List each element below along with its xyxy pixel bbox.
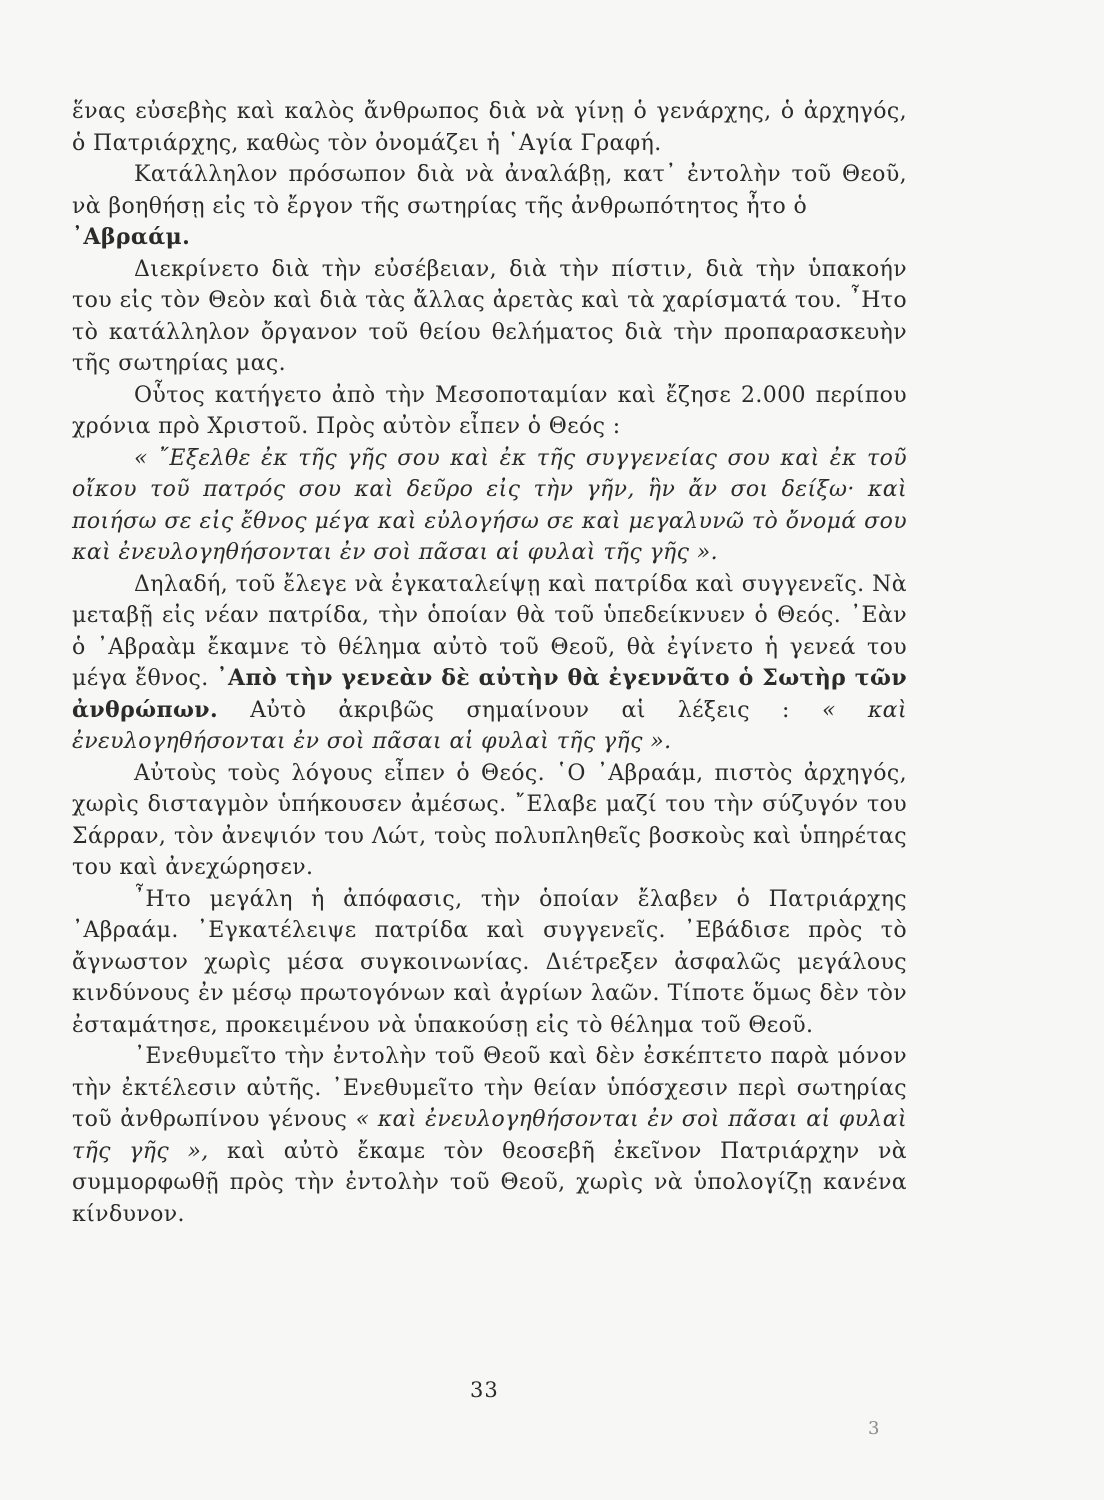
paragraph-8 [72,1041,907,1230]
paragraph-8-quote: « καὶ ἐνευλογηθήσονται ἐν σοὶ πᾶσαι αἱ φυλαὶ τῆς γῆς », [72,1107,907,1164]
paragraph-2 [72,159,907,254]
paragraph-3-text: Διεκρίνετο διὰ τὴν εὐσέβειαν, διὰ τὴν πίστιν, διὰ τὴν ὑπακοήν του εἰς τὸν Θεὸν καὶ διὰ τὰς ἄλλας ἀρετὰς καὶ τὰ χαρίσματά του. ῏Ητο τὸ κατάλληλον ὄργανον τοῦ θείου θελήματος διὰ τὴν προπαρασκευὴν τῆς σωτηρίας μας. [72,256,907,376]
paragraph-1 [72,96,907,159]
abraham-name-bold: ᾽Αβραάμ. [72,224,191,250]
paragraph-5-quote: « καὶ ἐνευλογηθήσονται ἐν σοὶ πᾶσαι αἱ φυλαὶ τῆς γῆς ». [72,697,907,754]
paragraph-7 [72,884,907,1042]
paragraph-4-text: Οὗτος κατήγετο ἀπὸ τὴν Μεσοποταμίαν καὶ ἔζησε 2.000 περίπου χρόνια πρὸ Χριστοῦ. Πρὸς αὐτὸν εἶπεν ὁ Θεός : [72,382,907,439]
corner-mark: 3 [868,1418,880,1439]
paragraph-7-text: ῏Ητο μεγάλη ἡ ἀπόφασις, τὴν ὁποίαν ἔλαβεν ὁ Πατριάρχης ᾽Αβραάμ. ᾽Εγκατέλειψε πατρίδα καὶ συγγενεῖς. ᾽Εβάδισε πρὸς τὸ ἄγνωστον χωρὶς μέσα συγκοινωνίας. Διέτρεξεν ἀσφαλῶς μεγάλους κινδύνους ἐν μέσῳ πρωτογόνων καὶ ἀγρίων λαῶν. Τίποτε ὅμως δὲν τὸν ἐσταμάτησε, προκειμένου νὰ ὑπακούσῃ εἰς τὸ θέλημα τοῦ Θεοῦ. [72,886,907,1038]
paragraph-6 [72,758,907,884]
page-body [72,96,907,1230]
scripture-quote-text: « ῎Εξελθε ἐκ τῆς γῆς σου καὶ ἐκ τῆς συγγενείας σου καὶ ἐκ τοῦ οἴκου τοῦ πατρός σου καὶ δεῦρο εἰς τὴν γῆν, ἣν ἄν σοι δείξω· καὶ ποιήσω σε εἰς ἔθνος μέγα καὶ εὐλογήσω σε καὶ μεγαλυνῶ τὸ ὄνομά σου καὶ ἐνευλογηθήσονται ἐν σοὶ πᾶσαι αἱ φυλαὶ τῆς γῆς ». [72,445,907,565]
paragraph-8-text-a: ᾽Ενεθυμεῖτο τὴν ἐντολὴν τοῦ Θεοῦ καὶ δὲν ἐσκέπτετο παρὰ μόνον τὴν ἐκτέλεσιν αὐτῆς. ᾽Ενεθυμεῖτο τὴν θείαν ὑπόσχεσιν περὶ σωτηρίας τοῦ ἀνθρωπίνου γένους [72,1044,907,1132]
paragraph-8-text-b: καὶ αὐτὸ ἔκαμε τὸν θεοσεβῆ ἐκεῖνον Πατριάρχην νὰ συμμορφωθῇ πρὸς τὴν ἐντολὴν τοῦ Θεοῦ, χωρὶς νὰ ὑπολογίζῃ κανένα κίνδυνον. [72,1138,907,1227]
paragraph-3 [72,254,907,380]
paragraph-1-text: ἕνας εὐσεβὴς καὶ καλὸς ἄνθρωπος διὰ νὰ γίνῃ ὁ γενάρχης, ὁ ἀρχηγός, ὁ Πατριάρχης, καθὼς τὸν ὀνομάζει ἡ ῾Αγία Γραφή. [72,99,907,156]
paragraph-5-bold: ᾽Απὸ τὴν γενεὰν δὲ αὐτὴν θὰ ἐγεννᾶτο ὁ Σωτὴρ τῶν ἀνθρώπων. [72,665,907,723]
paragraph-6-text: Αὐτοὺς τοὺς λόγους εἶπεν ὁ Θεός. ῾Ο ᾽Αβραάμ, πιστὸς ἀρχηγός, χωρὶς δισταγμὸν ὑπήκουσεν ἀμέσως. ῎Ελαβε μαζί του τὴν σύζυγόν του Σάρραν, τὸν ἀνεψιόν του Λώτ, τοὺς πολυπληθεῖς βοσκοὺς καὶ ὑπηρέτας του καὶ ἀνεχώρησεν. [72,760,907,880]
paragraph-5-text-a: Δηλαδή, τοῦ ἔλεγε νὰ ἐγκαταλείψῃ καὶ πατρίδα καὶ συγγενεῖς. Νὰ μεταβῇ εἰς νέαν πατρίδα, τὴν ὁποίαν θὰ τοῦ ὑπεδείκνυεν ὁ Θεός. ᾽Εὰν ὁ ᾽Αβραὰμ ἔκαμνε τὸ θέλημα αὐτὸ τοῦ Θεοῦ, θὰ ἐγίνετο ἡ γενεά του μέγα ἔθνος. [72,571,907,691]
page-number: 33 [470,1378,499,1402]
paragraph-2-text: Κατάλληλον πρόσωπον διὰ νὰ ἀναλάβῃ, κατ᾽ ἐντολὴν τοῦ Θεοῦ, νὰ βοηθήσῃ εἰς τὸ ἔργον τῆς σωτηρίας τῆς ἀνθρωπότητος ἦτο ὁ [72,162,907,219]
scripture-quote [72,443,907,569]
paragraph-5 [72,569,907,758]
paragraph-4 [72,380,907,443]
paragraph-5-text-b: Αὐτὸ ἀκριβῶς σημαίνουν αἱ λέξεις : [250,697,790,723]
